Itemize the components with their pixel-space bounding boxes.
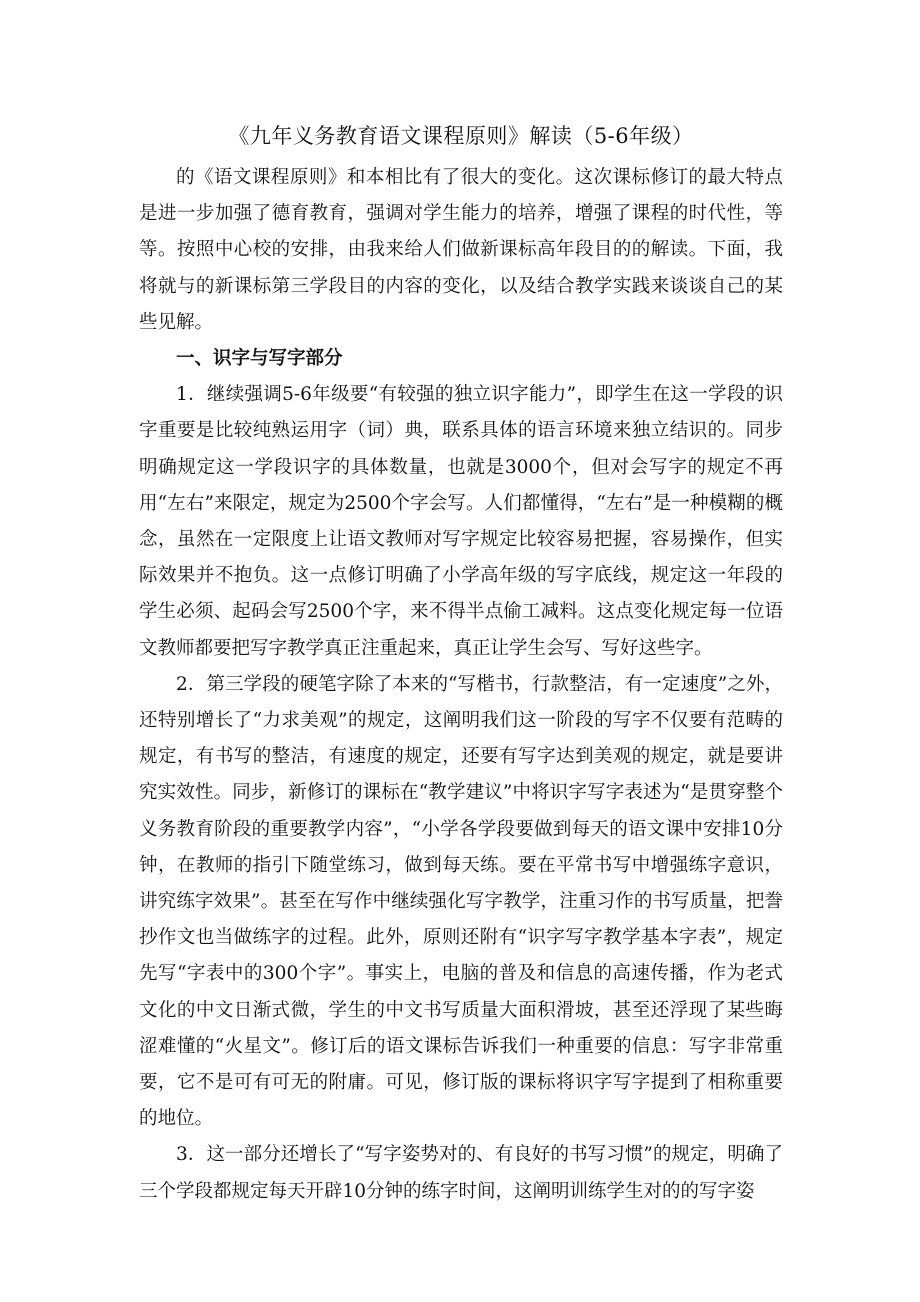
paragraph-point-3: 3．这一部分还增长了“写字姿势对的、有良好的书写习惯”的规定，明确了三个学段都规定每天开辟10分钟的练字时间，这阐明训练学生对的的写字姿 [139, 1144, 783, 1202]
document-body [139, 118, 783, 1210]
paragraph-point-2: 2．第三学段的硬笔字除了本来的“写楷书，行款整洁，有一定速度”之外，还特别增长了“力求美观”的规定，这阐明我们这一阶段的写字不仅要有范畴的规定，有书写的整洁，有速度的规定，还要有写字达到美观的规定，就是要讲究实效性。同步，新修订的课标在“教学建议”中将识字写字表述为“是贯穿整个义务教育阶段的重要教学内容”，“小学各学段要做到每天的语文课中安排10分钟，在教师的指引下随堂练习，做到每天练。要在平常书写中增强练字意识，讲究练字效果”。甚至在写作中继续强化写字教学，注重习作的书写质量，把誊抄作文也当做练字的过程。此外，原则还附有“识字写字教学基本字表”，规定先写“字表中的300个字”。事实上，电脑的普及和信息的高速传播，作为老式文化的中文日渐式微，学生的中文书写质量大面积滑坡，甚至还浮现了某些晦涩难懂的“火星文”。修订后的语文课标告诉我们一种重要的信息：写字非常重要，它不是可有可无的附庸。可见，修订版的课标将识字写字提到了相称重要的地位。 [139, 673, 783, 1130]
paragraph-point-1: 1．继续强调5-6年级要“有较强的独立识字能力”，即学生在这一学段的识字重要是比较纯熟运用字（词）典，联系具体的语言环境来独立结识的。同步明确规定这一学段识字的具体数量，也就是3000个，但对会写字的规定不再用“左右”来限定，规定为2500个字会写。人们都懂得，“左右”是一种模糊的概念，虽然在一定限度上让语文教师对写字规定比较容易把握，容易操作，但实际效果并不抱负。这一点修订明确了小学高年级的写字底线，规定这一年段的学生必须、起码会写2500个字，来不得半点偷工减料。这点变化规定每一位语文教师都要把写字教学真正注重起来，真正让学生会写、写好这些字。 [139, 384, 783, 659]
section-heading-literacy-writing: 一、识字与写字部分 [176, 348, 343, 370]
document-title: 《九年义务教育语文课程原则》解读（5-6年级） [228, 124, 694, 148]
intro-paragraph: 的《语文课程原则》和本相比有了很大的变化。这次课标修订的最大特点是进一步加强了德育教育，强调对学生能力的培养，增强了课程的时代性，等等。按照中心校的安排，由我来给人们做新课标高年段目的的解读。下面，我将就与的新课标第三学段目的内容的变化，以及结合教学实践来谈谈自己的某些见解。 [139, 167, 783, 333]
